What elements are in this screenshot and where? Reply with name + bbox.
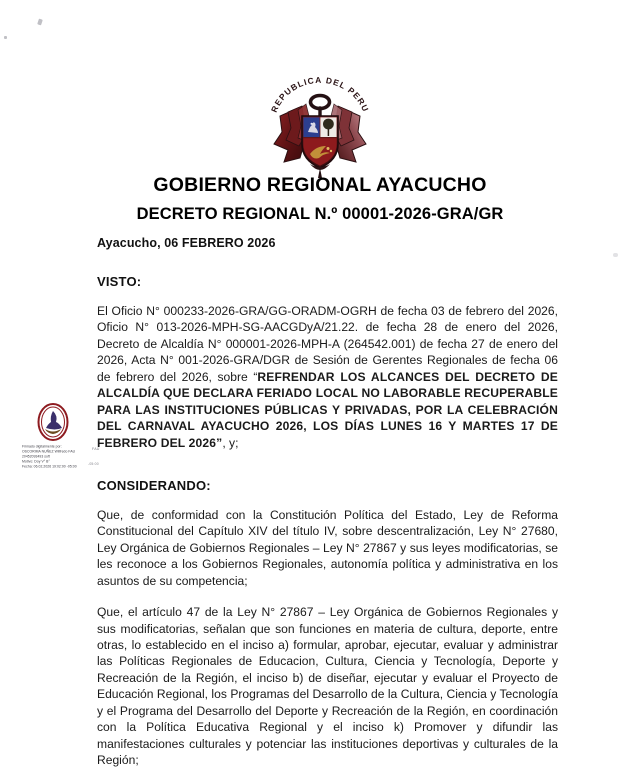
scan-speck — [37, 19, 43, 26]
visto-intro-text: El Oficio N° 000233-2026-GRA/GG-ORADM-OGRH de fecha 03 de febrero del 2026, Oficio N° 013-2026-MPH-SG-AACGDyA/21.22. de fecha 28 de enero del 2026, Decreto de Alcaldía N° 000001-2026-MPH-A (264542.001) de fecha 27 de enero del 2026, Acta N° 001-2026-GRA/DGR de Sesión de Gerentes Regionales de fecha 06 de febrero del 2026, sobre — [97, 304, 558, 384]
signature-seal-stamp-icon — [36, 402, 70, 442]
considerando-heading: CONSIDERANDO: — [97, 477, 211, 493]
fau-watermark: FAU — [92, 447, 100, 451]
signature-line-5: Fecha: 06.02.2026 19:02:00 -05:00 — [22, 463, 77, 469]
visto-heading: VISTO: — [97, 274, 142, 289]
svg-text:REPUBLICA DEL PERU: REPUBLICA DEL PERU — [268, 74, 372, 114]
peru-coat-of-arms-icon — [258, 58, 382, 180]
page-title: GOBIERNO REGIONAL AYACUCHO — [153, 174, 487, 196]
scan-speck — [613, 253, 618, 257]
signature-line-2: OSCORIMA NUÑEZ Wilfredo FAU — [22, 448, 76, 454]
quote-close: ” — [216, 435, 223, 450]
document-body — [97, 236, 558, 769]
quote-open: “ — [253, 369, 258, 384]
document-header — [0, 174, 640, 224]
signature-line-1: Firmado digitalmente por: — [22, 444, 62, 449]
emblem-container — [0, 58, 640, 180]
scan-speck — [4, 36, 7, 39]
signature-line-3: 20452093493 soft — [22, 453, 50, 459]
considerando-paragraph-2: Que, el artículo 47 de la Ley N° 27867 – Ley Orgánica de Gobiernos Regionales y sus modificatorias, señalan que son funciones en materia de cultura, deporte, entre otras, lo establecido en el inciso a) formular, aprobar, ejecutar, evaluar y administrar las Políticas Regionales de Educacion, Cultura, Ciencia y Tecnología, Deporte y Recreación de la Región, el inciso b) de diseñar, ejecutar y evaluar el Proyecto de Educación Regional, los Programas del Desarrollo de la Cultura, Ciencia y Tecnología y el Programa del Desarrollo del Deporte y Recreación de la Región, en coordinación con la Política Educativa Regional y el inciso k) Promover y difundir las manifestaciones culturales y potenciar las instituciones deportivas y culturales de la Región; — [97, 605, 558, 768]
visto-paragraph — [97, 303, 558, 451]
considerando-paragraph-1: Que, de conformidad con la Constitución Política del Estado, Ley de Reforma Constitucional del Capítulo XIV del título IV, sobre descentralización, Ley N° 27680, Ley Orgánica de Gobiernos Regionales – Ley N° 27867 y sus leyes modificatorias, se les reconoce a los Gobiernos Regionales, autonomía política y administrativa en los asuntos de su competencia; — [97, 507, 558, 588]
decree-number: DECRETO REGIONAL N.º 00001-2026-GRA/GR — [136, 205, 504, 224]
place-and-date: Ayacucho, 06 FEBRERO 2026 — [97, 236, 276, 250]
fau-watermark-secondary: -05:00 — [88, 462, 99, 466]
visto-tail-text: , y; — [222, 435, 239, 450]
visto-quoted-subject: REFRENDAR LOS ALCANCES DEL DECRETO DE ALCALDÍA QUE DECLARA FERIADO LOCAL NO LABORABLE RECUPERABLE PARA LAS INSTITUCIONES PÚBLICAS Y PRIVADAS, POR LA CELEBRACIÓN DEL CARNAVAL AYACUCHO 2026, LOS DÍAS LUNES 16 Y MARTES 17 DE FEBRERO DEL 2026 — [97, 369, 558, 450]
spacer — [97, 466, 558, 478]
signature-line-4: Motivo: Doy V° B° — [22, 458, 50, 464]
